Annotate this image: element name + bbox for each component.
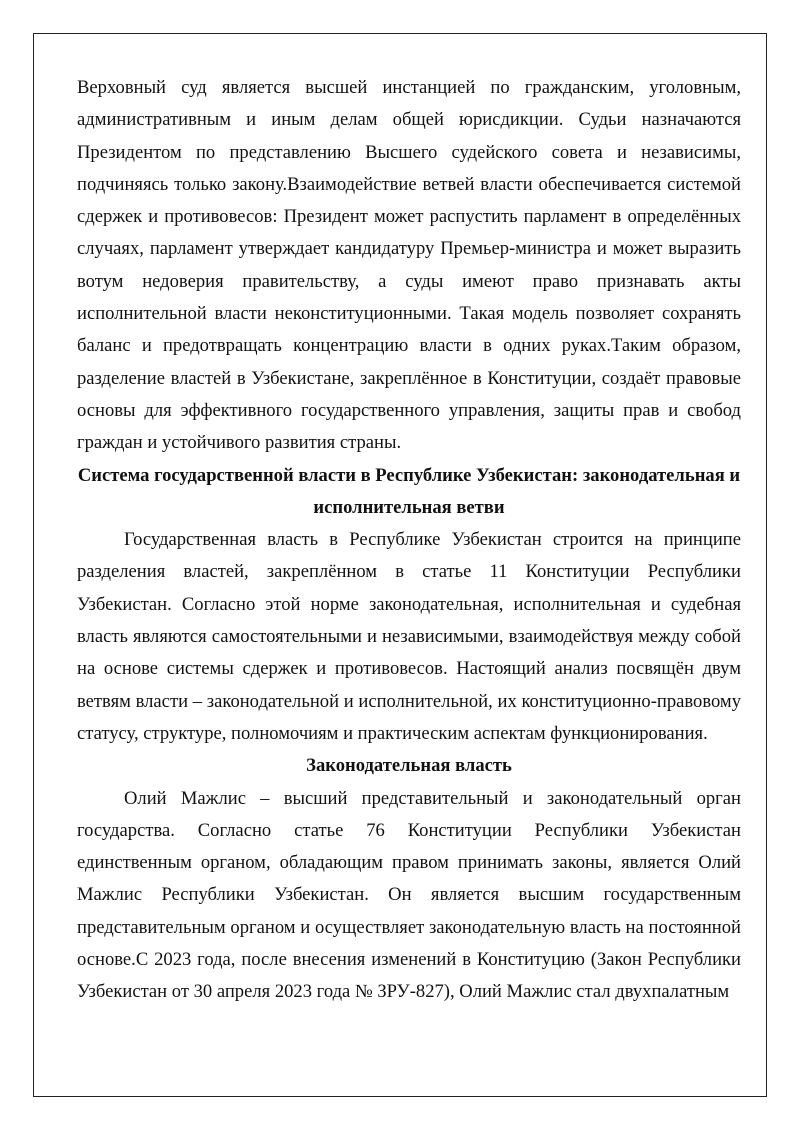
paragraph-supreme-court: Верховный суд является высшей инстанцией по гражданским, уголовным, административным и иным делам общей юрисдикции. Судьи назначаются Президентом по представлению Высшего судейского совета и независимы, подчиняясь только закону.Взаимодействие ветвей власти обеспечивается системой сдержек и противовесов: Президент может распустить парламент в определённых случаях, парламент утверждает кандидатуру Премьер-министра и может выразить вотум недоверия правительству, а суды имеют право признавать акты исполнительной власти неконституционными. Такая модель позволяет сохранять баланс и предотвращать концентрацию власти в одних руках.Таким образом, разделение властей в Узбекистане, закреплённое в Конституции, создаёт правовые основы для эффективного государственного управления, защиты прав и свобод граждан и устойчивого развития страны. <box>77 77 741 454</box>
paragraph-oliy-majlis: Олий Мажлис – высший представительный и законодательный орган государства. Согласно статье 76 Конституции Республики Узбекистан единственным органом, обладающим правом принимать законы, является Олий Мажлис Республики Узбекистан. Он является высшим государственным представительным органом и осуществляет законодательную власть на постоянной основе.С 2023 года, после внесения изменений в Конституцию (Закон Республики Узбекистан от 30 апреля 2023 года № ЗРУ-827), Олий Мажлис стал двухпалатным <box>77 787 741 1003</box>
section-heading-state-power: Система государственной власти в Республике Узбекистан: законодательная и исполнительная ветви <box>77 464 741 518</box>
section-heading-legislative-power: Законодательная власть <box>306 755 512 777</box>
document-body <box>77 72 741 1009</box>
paragraph-separation-of-powers: Государственная власть в Республике Узбекистан строится на принципе разделения властей, закреплённом в статье 11 Конституции Республики Узбекистан. Согласно этой норме законодательная, исполнительная и судебная власть являются самостоятельными и независимыми, взаимодействуя между собой на основе системы сдержек и противовесов. Настоящий анализ посвящён двум ветвям власти – законодательной и исполнительной, их конституционно-правовому статусу, структуре, полномочиям и практическим аспектам функционирования. <box>77 529 741 744</box>
